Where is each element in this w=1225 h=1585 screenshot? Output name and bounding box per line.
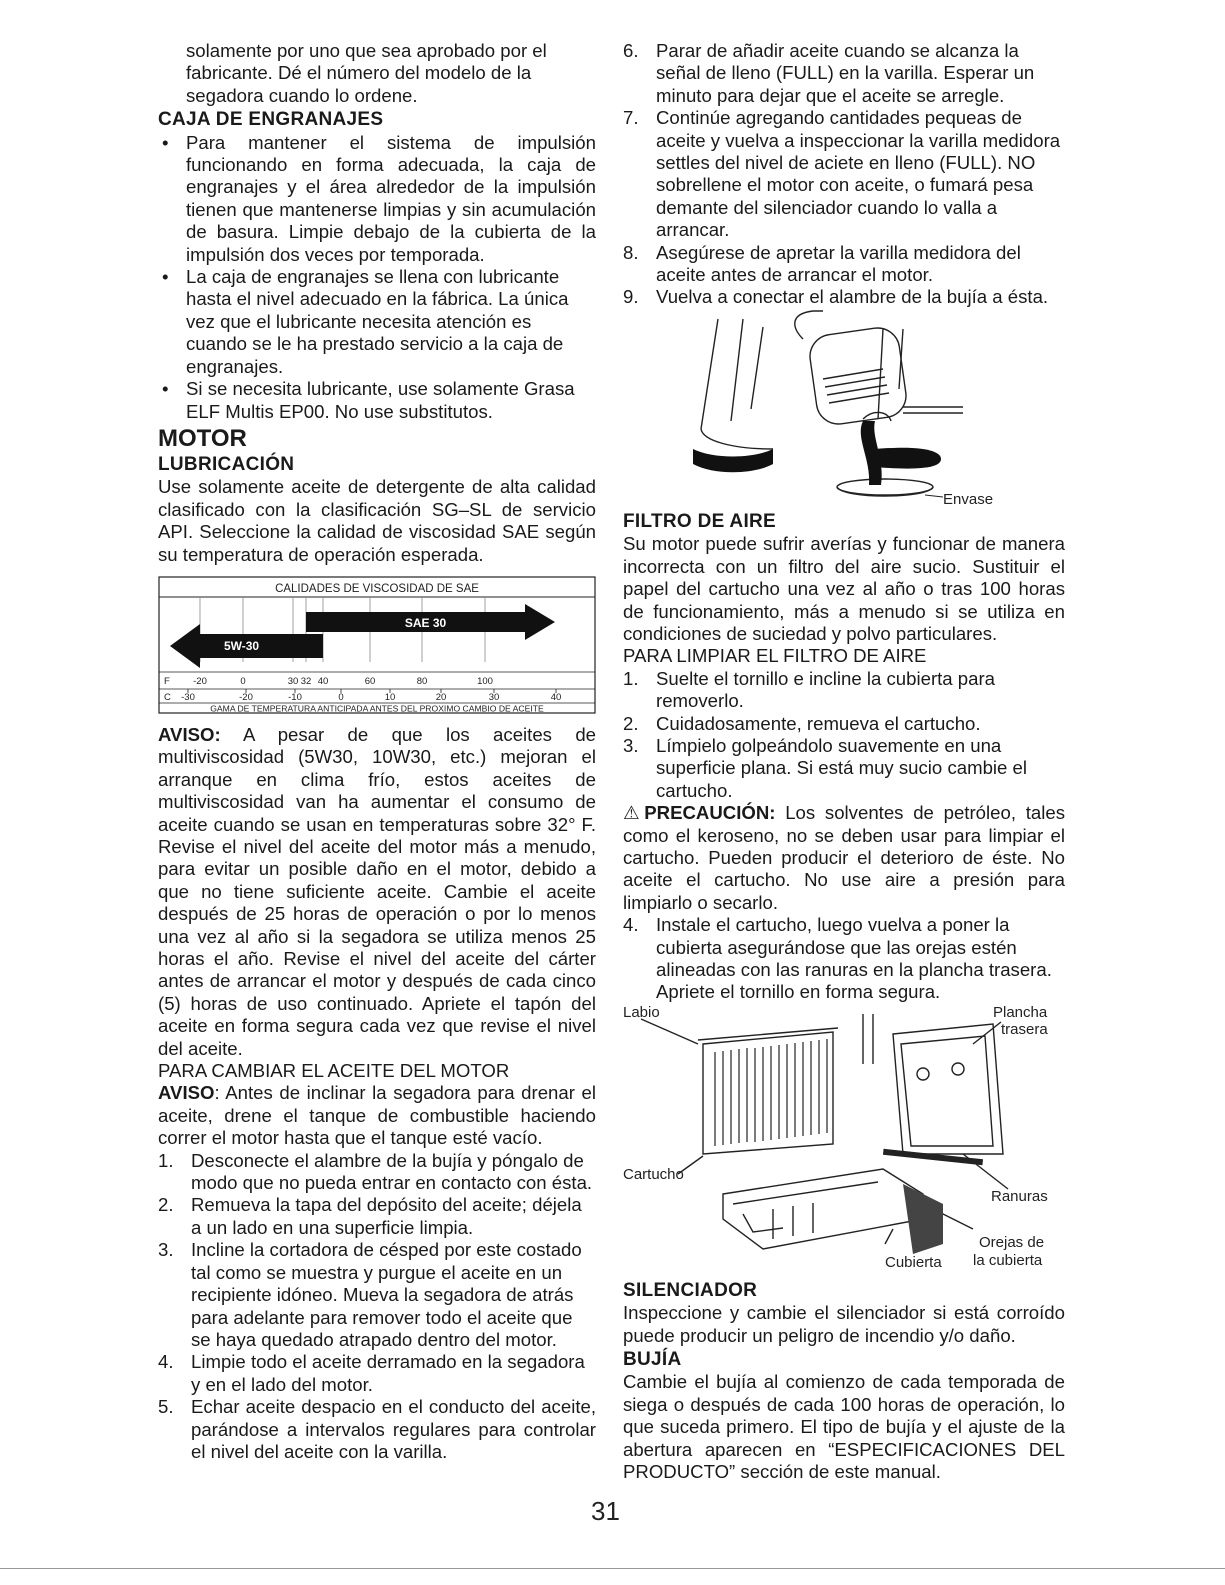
aviso2-text: : Antes de inclinar la segadora para drenar el aceite, drene el tanque de combustible haciendo correr el motor hasta que el tanque esté vacío. — [158, 1082, 596, 1149]
mower-tilted-icon — [623, 309, 1065, 507]
c-tick-label: 30 — [488, 691, 500, 703]
silenciador-text: Inspeccione y cambie el silenciador si está corroído puede producir un peligro de incendio y/o daño. — [623, 1302, 1065, 1346]
list-item: • La caja de engranajes se llena con lubricante hasta el nivel adecuado en la fábrica. La única vez que el lubricante necesita atención es cuando se le ha prestado servicio a la caja de engranajes. — [158, 266, 596, 378]
motor-heading: MOTOR — [158, 424, 247, 452]
list-item: 4. Limpie todo el aceite derramado en la segadora y en el lado del motor. — [158, 1351, 585, 1395]
cartucho-label: Cartucho — [623, 1165, 684, 1183]
list-item: • Si se necesita lubricante, use solamente Grasa ELF Multis EP00. No use substitutos. — [158, 378, 596, 423]
c-tick-label: -20 — [239, 691, 253, 703]
c-tick-label: 10 — [384, 691, 396, 703]
list-item: 1. Suelte el tornillo e incline la cubierta para removerlo. — [623, 667, 996, 712]
trasera-label: trasera — [1001, 1020, 1048, 1038]
aviso2-paragraph — [158, 1082, 596, 1149]
list-item: 6. Parar de añadir aceite cuando se alcanza la señal de lleno (FULL) en la varilla. Esperar un minuto para dejar que el aceite se arregle. — [623, 40, 1035, 106]
silenciador-heading: SILENCIADOR — [623, 1279, 758, 1301]
chart-footer: GAMA DE TEMPERATURA ANTICIPADA ANTES DEL PROXIMO CAMBIO DE ACEITE — [210, 703, 544, 714]
aviso2-label: AVISO — [158, 1082, 215, 1104]
bujia-text: Cambie el bujía al comienzo de cada temporada de siega o después de cada 100 horas de operación, lo que suceda primero. El tipo de bujía y el ajuste de la abertura aparecen en “ESPECIFICACIONES DEL PRODUCTO” sección de este manual. — [623, 1371, 1065, 1483]
5w30-label: 5W-30 — [223, 638, 260, 653]
filtro-heading: FILTRO DE AIRE — [623, 510, 777, 532]
list-item: • Para mantener el sistema de impulsión funcionando en forma adecuada, la caja de engranajes y el área alrededor de la impulsión tienen que mantenerse limpias y sin acumulación de basura. Limpie debajo de la cubierta de la impulsión dos veces por temporada. — [158, 132, 596, 266]
viscosity-chart — [158, 576, 596, 716]
list-item: 5. Echar aceite despacio en el conducto del aceite, parándose a intervalos regulares para controlar el nivel del aceite con la varilla. — [158, 1396, 596, 1462]
limpiar-heading: PARA LIMPIAR EL FILTRO DE AIRE — [623, 645, 927, 667]
bullet-mark: • — [162, 266, 169, 288]
aviso-label: AVISO: — [158, 723, 221, 745]
f-tick-label: 30 — [287, 675, 299, 687]
labio-label: Labio — [623, 1003, 660, 1021]
bujia-heading: BUJÍA — [623, 1349, 682, 1371]
orejas-label-2: la cubierta — [973, 1251, 1043, 1269]
bullet-mark: • — [162, 131, 169, 153]
page-number: 31 — [591, 1496, 620, 1526]
c-tick-label: 20 — [435, 691, 447, 703]
left-column — [158, 40, 596, 1463]
viscosity-chart-svg — [158, 576, 596, 716]
precaucion-label: PRECAUCIÓN: — [644, 802, 776, 824]
aviso-paragraph — [158, 724, 596, 1060]
c-tick-label: -10 — [288, 691, 302, 703]
list-item: 1. Desconecte el alambre de la bujía y póngalo de modo que no pueda entrar en contacto con ésta. — [158, 1149, 593, 1194]
sae30-label: SAE 30 — [404, 615, 447, 630]
c-tick-label: 40 — [550, 691, 562, 703]
ranuras-label: Ranuras — [991, 1187, 1048, 1205]
precaucion-paragraph — [623, 802, 1065, 914]
f-tick-label: -20 — [193, 675, 207, 687]
f-tick-label: 60 — [364, 675, 376, 687]
aviso-text: A pesar de que los aceites de multiviscosidad (5W30, 10W30, etc.) mejoran el arranque en clima frío, estos aceites de multiviscosidad van ha aumentar el consumo de aceite cuando se usan en temperaturas sobre 32° F. Revise el nivel del aceite del motor más a menudo, para evitar un posible daño en el motor, debido a que no tiene suficiente aceite. Cambie el aceite después de 25 horas de operación o por lo menos una vez al año si la segadora se utiliza menos 25 horas el año. Revise el nivel del aceite del cárter antes de arrancar el motor y después de cada cinco (5) horas de uso continuado. Apriete el tapón del aceite en forma segura cada vez que revise el nivel del aceite. — [158, 723, 596, 1059]
oil-drain-illustration — [623, 309, 1065, 507]
f-tick-label: 100 — [477, 675, 493, 687]
intro-text: solamente por uno que sea aprobado por el fabricante. Dé el número del modelo de la segadora cuando lo ordene. — [186, 40, 547, 106]
c-tick-label: 0 — [338, 691, 344, 703]
air-filter-illustration — [623, 1004, 1065, 1276]
list-item: 9. Vuelva a conectar el alambre de la bujía a ésta. — [623, 286, 1049, 308]
lubricacion-heading: LUBRICACIÓN — [158, 453, 295, 475]
page-divider — [0, 1568, 1225, 1569]
f-tick-label: 40 — [317, 675, 329, 687]
filtro-text: Su motor puede sufrir averías y funcionar de manera incorrecta con un filtro del aire sucio. Sustituir el papel del cartucho una vez al año o tras 100 horas de funcionamiento, más a menudo si se utiliza en condiciones de suciedad y polvo particulares. — [623, 533, 1065, 644]
right-column — [623, 40, 1065, 1483]
list-item: 7. Continúe agregando cantidades pequeas de aceite y vuelva a inspeccionar la varilla medidora settles del nivel de aciete en lleno (FULL). NO sobrellene el motor con aceite, o fumará pesa demante del silenciador cuando lo valla a arrancar. — [623, 107, 1061, 241]
f-tick-label: 0 — [240, 675, 246, 687]
list-item: 2. Cuidadosamente, remueva el cartucho. — [623, 712, 981, 734]
list-item: 3. Incline la cortadora de césped por este costado tal como se muestra y purgue el aceite en un recipiente idóneo. Mueva la segadora de atrás para adelante para remover todo el aceite que se haya quedado atrapado dentro del motor. — [158, 1239, 582, 1350]
cubierta-label: Cubierta — [885, 1253, 942, 1271]
cambiar-heading: PARA CAMBIAR EL ACEITE DEL MOTOR — [158, 1060, 510, 1082]
c-tick-label: -30 — [181, 691, 195, 703]
lubricacion-text: Use solamente aceite de detergente de alta calidad clasificado con la clasificación SG–SL de servicio API. Seleccione la calidad de viscosidad SAE según su temperatura de operación esperada. — [158, 476, 596, 565]
envase-label: Envase — [943, 490, 994, 508]
list-item: 2. Remueva la tapa del depósito del aceite; déjela a un lado en una superficie limpia. — [158, 1194, 582, 1238]
bullet-mark: • — [162, 378, 169, 400]
f-tick-label: 32 — [300, 675, 312, 687]
c-axis-label: C — [164, 691, 171, 703]
list-item: 3. Límpielo golpeándolo suavemente en una superficie plana. Si está muy sucio cambie el cartucho. — [623, 734, 1028, 801]
list-item: 8. Asegúrese de apretar la varilla medidora del aceite antes de arrancar el motor. — [623, 241, 1021, 286]
f-axis-label: F — [164, 675, 170, 687]
chart-title: CALIDADES DE VISCOSIDAD DE SAE — [275, 582, 479, 595]
orejas-label-1: Orejas de — [979, 1233, 1045, 1251]
plancha-label: Plancha — [993, 1003, 1048, 1021]
f-tick-label: 80 — [416, 675, 428, 687]
precaucion-text: Los solventes de petróleo, tales como el keroseno, no se deben usar para limpiar el cartucho. Pueden producir el deterioro de éste. No aceite el cartucho. No use aire a presión para limpiarlo o secarlo. — [623, 802, 1065, 913]
list-item: 4. Instale el cartucho, luego vuelva a poner la cubierta asegurándose que las orejas estén alineadas con las ranuras en la plancha trasera. Apriete el tornillo en forma segura. — [623, 914, 1052, 1003]
caja-heading: CAJA DE ENGRANAJES — [158, 109, 384, 131]
warning-icon: ⚠ — [623, 802, 645, 824]
